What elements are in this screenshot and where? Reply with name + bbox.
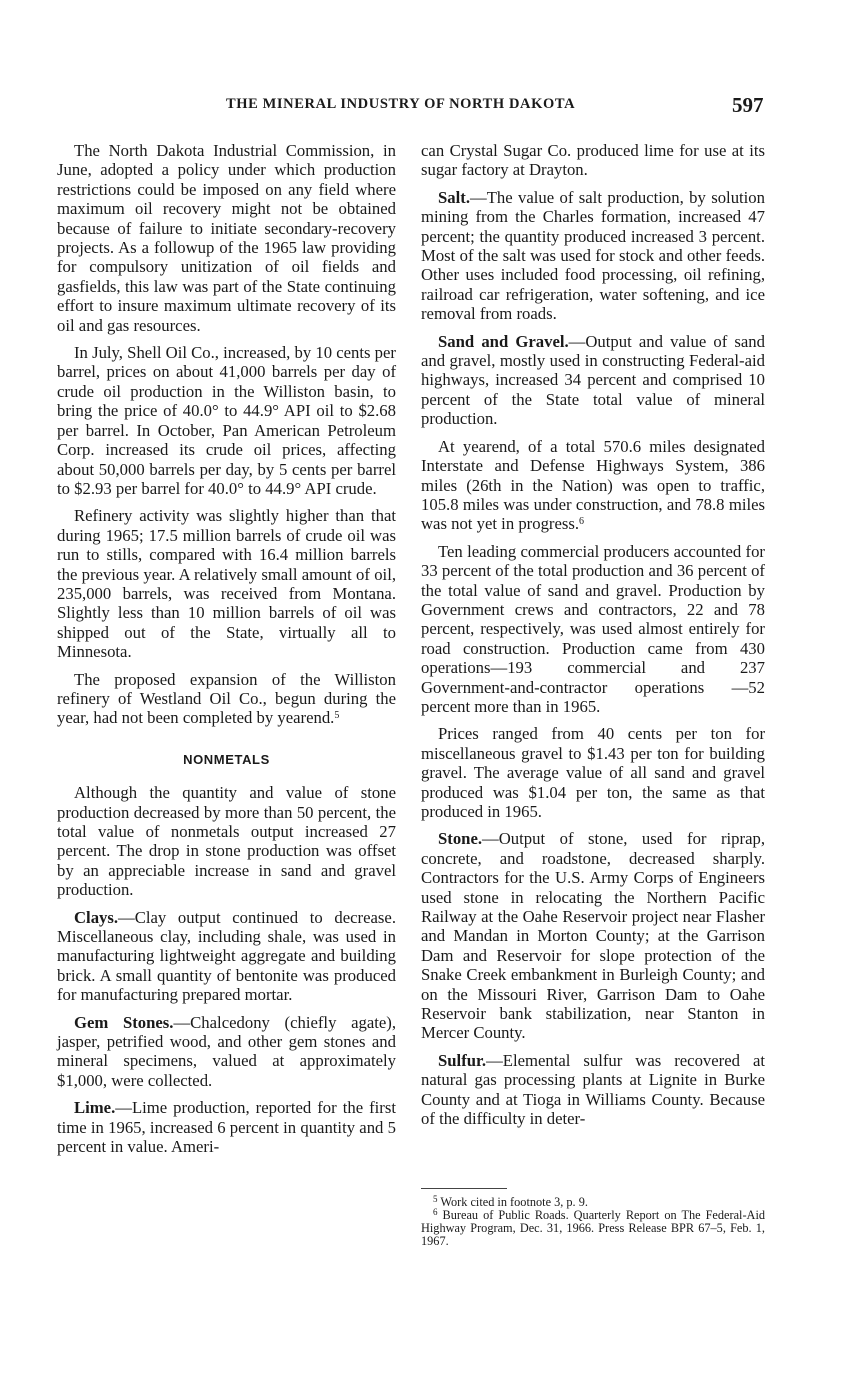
paragraph-clays: Clays.—Clay output continued to decrease. Miscellaneous clay, including shale, was used in manufacturing lightweight aggregate and building brick. A small quantity of bentonite was produced for manufacturing prepared mortar.	[57, 907, 396, 1005]
footnotes	[421, 1188, 765, 1248]
footnote-ref-6: 6	[579, 516, 585, 528]
left-column	[57, 141, 396, 1165]
paragraph-highways: At yearend, of a total 570.6 miles designated Interstate and Defense Highways System, 386 miles (26th in the Nation) was open to traffic, 105.8 miles was under construction, and 78.8 miles was not yet in progress.$^6$	[421, 436, 765, 534]
running-title: THE MINERAL INDUSTRY OF NORTH DAKOTA	[226, 96, 576, 112]
paragraph-lime: Lime.—Lime production, reported for the first time in 1965, increased 6 percent in quantity and 5 percent in value. Ameri-	[57, 1098, 396, 1157]
sand-gravel-runin-heading: Sand and Gravel.	[438, 331, 569, 351]
gem-stones-runin-heading: Gem Stones.	[74, 1012, 174, 1032]
footnote-ref-5: 5	[334, 710, 340, 722]
paragraph-sulfur: Sulfur.—Elemental sulfur was recovered at natural gas processing plants at Lignite in Burke County and at Tioga in Williams County. Because of the difficulty in deter-	[421, 1050, 765, 1129]
footnote-5: $^5$ Work cited in footnote 3, p. 9.	[433, 1194, 588, 1209]
stone-runin-heading: Stone.	[438, 829, 483, 849]
section-heading-nonmetals: NONMETALS	[183, 751, 270, 767]
lime-runin-heading: Lime.	[74, 1098, 116, 1118]
paragraph-gem-stones: Gem Stones.—Chalcedony (chiefly agate), jasper, petrified wood, and other gem stones and mineral specimens, valued at approximately $1,000, were collected.	[57, 1012, 396, 1090]
footnote-6: $^6$ Bureau of Public Roads. Quarterly Report on The Federal-Aid Highway Program, Dec. 31, 1966. Press Release BPR 67–5, Feb. 1, 1967.	[421, 1207, 766, 1248]
salt-runin-heading: Salt.	[438, 187, 470, 207]
paragraph-producers: Ten leading commercial producers accounted for 33 percent of the total production and 36 percent of the total value of sand and gravel. Production by Government crews and contractors, 22 and 78 percent, respectively, was used almost entirely for road construction. Production came from 430 operations—193 commercial and 237 Government-and-contractor operations —52 percent more than in 1965.	[421, 541, 765, 716]
right-column	[421, 141, 765, 1137]
sulfur-runin-heading: Sulfur.	[438, 1050, 487, 1070]
paragraph-oil-prices: In July, Shell Oil Co., increased, by 10 cents per barrel, prices on about 41,000 barrels per day of crude oil production in the Williston basin, to bring the price of 40.0° to 44.9° API oil to $2.68 per barrel. In October, Pan American Petroleum Corp. increased its crude oil prices, affecting about 50,000 barrels per day, by 5 cents per barrel to $2.93 per barrel for 40.0° to 44.9° API crude.	[57, 343, 396, 498]
paragraph-industrial-commission: The North Dakota Industrial Commission, in June, adopted a policy under which production restrictions could be imposed on any field where maximum oil recovery might not be obtained because of failure to initiate secondary-recovery projects. As a followup of the 1965 law providing for compulsory unitization of oil fields and gasfields, this law was part of the State continuing effort to insure maximum ultimate recovery of its oil and gas resources.	[57, 141, 396, 335]
clays-runin-heading: Clays.	[74, 907, 119, 927]
paragraph-stone: Stone.—Output of stone, used for riprap, concrete, and roadstone, decreased sharply. Contractors for the U.S. Army Corps of Engineers used stone in relocating the Northern Pacific Railway at the Oahe Reservoir project near Flasher and Mandan in Morton County; at the Garrison Dam and Reservoir for slope protection of the Snake Creek embankment in Burleigh County; and on the Missouri River, Garrison Dam to Oahe Reservoir bank stabilization, near Stanton in Mercer County.	[421, 829, 765, 1043]
paragraph-nonmetals-summary: Although the quantity and value of stone production decreased by more than 50 percent, the total value of nonmetals output increased 27 percent. The drop in stone production was offset by an appreciable increase in sand and gravel production.	[57, 783, 396, 900]
paragraph-sand-and-gravel: Sand and Gravel.—Output and value of sand and gravel, mostly used in constructing Federal-aid highways, increased 34 percent and comprised 10 percent of the State total value of mineral production.	[421, 331, 765, 429]
paragraph-salt: Salt.—The value of salt production, by solution mining from the Charles formation, increased 47 percent; the quantity produced increased 3 percent. Most of the salt was used for stock and other feeds. Other uses included food processing, oil refining, railroad car refrigeration, water softening, and ice removal from roads.	[421, 187, 765, 324]
paragraph-westland-refinery: The proposed expansion of the Williston refinery of Westland Oil Co., begun during the year, had not been completed by yearend.$^5$	[57, 669, 396, 728]
paragraph-prices: Prices ranged from 40 cents per ton for miscellaneous gravel to $1.43 per ton for building gravel. The average value of all sand and gravel produced was $1.04 per ton, the same as that produced in 1965.	[421, 724, 765, 821]
footnote-rule	[421, 1188, 507, 1189]
paragraph-refinery-activity: Refinery activity was slightly higher than that during 1965; 17.5 million barrels of crude oil was run to stills, compared with 16.4 million barrels the previous year. A relatively small amount of oil, 235,000 barrels, was received from Montana. Slightly less than 10 million barrels of oil was shipped out of the State, virtually all to Minnesota.	[57, 506, 396, 662]
paragraph-lime-continued: can Crystal Sugar Co. produced lime for use at its sugar factory at Drayton.	[421, 141, 765, 180]
page-number: 597	[732, 93, 764, 117]
